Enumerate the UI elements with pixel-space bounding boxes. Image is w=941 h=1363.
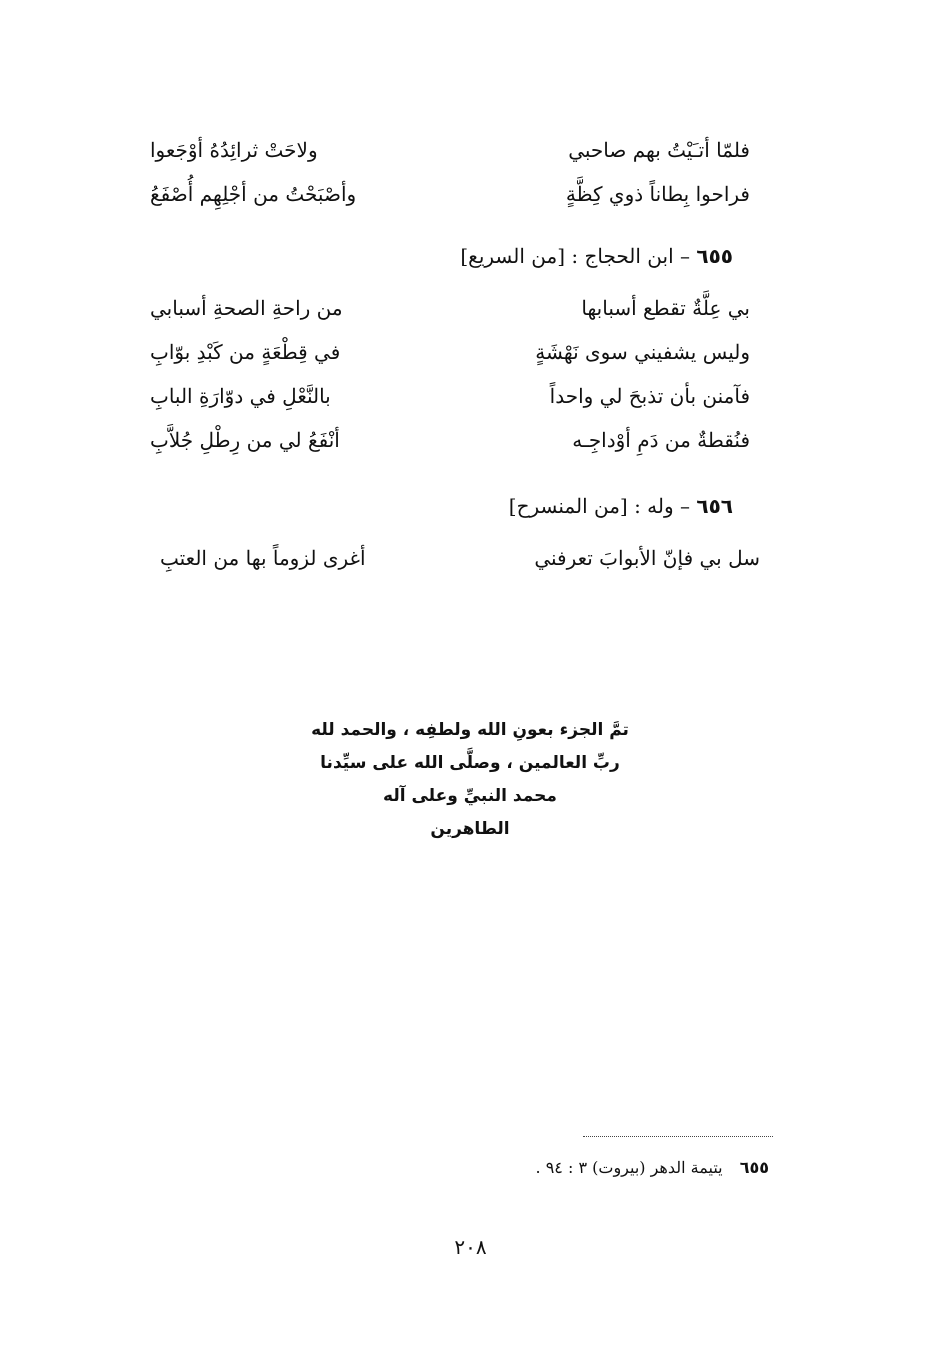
poem-a — [150, 138, 750, 226]
colophon — [220, 714, 720, 846]
verse-line — [150, 296, 750, 340]
verse-second-hemistich: وأصْبَحْتُ من أجْلِهِم أُصْفَعُ — [150, 182, 357, 206]
poem-b — [150, 296, 750, 472]
entry-heading-655 — [460, 244, 733, 268]
verse-first-hemistich: فآمنن بأن تذبحَ لي واحداً — [549, 384, 750, 408]
verse-line — [150, 138, 750, 182]
verse-second-hemistich: أنْفَعُ لي من رِطْلِ جُلاَّبِ — [150, 428, 340, 452]
verse-first-hemistich: سل بي فإنّ الأبوابَ تعرفني — [534, 546, 760, 570]
footnote-divider — [583, 1136, 773, 1137]
entry-number: ٦٥٦ — [696, 494, 733, 518]
entry-heading-656 — [509, 494, 733, 518]
poem-c — [160, 546, 760, 590]
page-number: ٢٠٨ — [454, 1235, 487, 1259]
entry-title: – ابن الحجاج : [من السريع] — [460, 244, 691, 268]
verse-line — [160, 546, 760, 590]
footnote — [536, 1158, 769, 1177]
colophon-line: الطاهرين — [430, 819, 510, 839]
verse-second-hemistich: ولاحَتْ ثرائِدُهُ أوْجَعوا — [150, 138, 318, 162]
verse-first-hemistich: فراحوا بِطاناً ذوي كِظَّةٍ — [565, 182, 750, 206]
footnote-text: يتيمة الدهر (بيروت) ٣ : ٩٤ . — [535, 1158, 723, 1177]
verse-second-hemistich: بالنَّعْلِ في دوّارَةِ البابِ — [150, 384, 331, 408]
entry-title: – وله : [من المنسرح] — [508, 494, 691, 518]
entry-number: ٦٥٥ — [696, 244, 733, 268]
verse-second-hemistich: في قِطْعَةٍ من كَبْدِ بوّابِ — [150, 340, 341, 364]
verse-first-hemistich: فنُقطةٌ من دَمِ أوْداجِـه — [572, 428, 750, 452]
verse-line — [150, 428, 750, 472]
verse-first-hemistich: وليس يشفيني سوى نَهْشَةٍ — [535, 340, 750, 364]
verse-line — [150, 384, 750, 428]
verse-first-hemistich: فلمّا أتـَيْتُ بهم صاحبي — [568, 138, 750, 162]
footnote-number: ٦٥٥ — [739, 1158, 769, 1177]
verse-first-hemistich: بي عِلَّةٌ تقطع أسبابها — [581, 296, 750, 320]
colophon-line: تمَّ الجزء بعونِ الله ولطفِه ، والحمد لله — [311, 720, 629, 740]
verse-line — [150, 182, 750, 226]
colophon-line: محمد النبيِّ وعلى آله — [383, 786, 557, 806]
verse-second-hemistich: أغرى لزوماً بها من العتبِ — [160, 546, 366, 570]
verse-second-hemistich: من راحةِ الصحةِ أسبابي — [150, 296, 343, 320]
verse-line — [150, 340, 750, 384]
colophon-line: ربِّ العالمين ، وصلَّى الله على سيِّدنا — [320, 753, 620, 773]
